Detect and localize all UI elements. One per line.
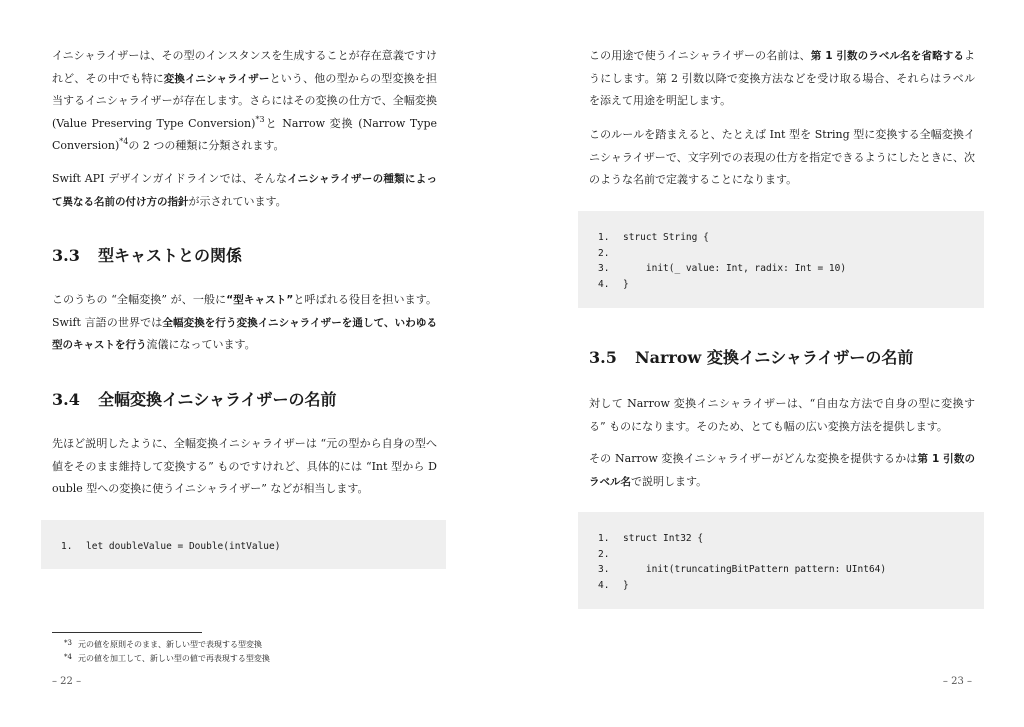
- line-number: 4.: [598, 579, 610, 591]
- paragraph-type-cast: このうちの “全幅変換” が、一般に“型キャスト”と呼ばれる役目を担います。Swift 言語の世界では全幅変換を行う変換イニシャライザーを通して、いわゆる型のキャストを行う流儀になっています。: [52, 293, 437, 351]
- footnote-text: 元の値を加工して、新しい型の値で再表現する型変換: [78, 654, 270, 663]
- paragraph-value-preserving: 先ほど説明したように、全幅変換イニシャライザーは “元の型から自身の型へ値をそのまま維持して変換する” ものですけれど、具体的には “Int 型から Double 型への変換に使うイニシャライザー” などが相当します。: [52, 437, 437, 495]
- footnote-mark: *4: [64, 653, 72, 661]
- section-number: 3.4: [52, 390, 80, 409]
- section-heading-3-5: [589, 348, 913, 368]
- right-page: [512, 0, 1024, 727]
- footnote-ref-3[interactable]: *3: [255, 114, 265, 124]
- emphasis-first-label: 第 1 引数のラベル名: [589, 453, 975, 488]
- paragraph-api-guidelines: Swift API デザインガイドラインでは、そんなイニシャライザーの種類によって異なる名前の付け方の指針が示されています。: [52, 172, 437, 208]
- code-text: init(truncatingBitPattern pattern: UInt64): [623, 564, 887, 575]
- paragraph-narrow-intro: 対して Narrow 変換イニシャライザーは、“自由な方法で自身の型に変換する” ものになります。そのため、とても幅の広い変換方法を提供します。: [589, 397, 975, 433]
- code-line: [598, 531, 703, 547]
- line-number: 1.: [598, 533, 610, 544]
- emphasis-conversion-initializer: 変換イニシャライザー: [163, 72, 270, 85]
- line-number: 1.: [61, 541, 73, 552]
- line-number: 4.: [598, 278, 610, 290]
- line-number: 2.: [598, 548, 610, 560]
- line-number: 3.: [598, 564, 610, 575]
- paragraph-initializer-intro: イニシャライザーは、その型のインスタンスを生成することが存在意義ですけれど、その中でも特に変換イニシャライザーという、他の型からの型変換を担当するイニシャライザーが存在します。さらにはその変換の仕方で、全幅変換 (Value Preserving Type Conversion)$^{*3}$と Narrow 変換 (Narrow Type Conversion)$^{*4}$の 2 つの種類に分類されます。: [52, 49, 438, 152]
- paragraph-omit-label: この用途で使うイニシャライザーの名前は、第 1 引数のラベル名を省略するようにします。第 2 引数以降で変換方法などを受け取る場合、それらはラベルを添えて用途を明記します。: [589, 49, 975, 107]
- line-number: 2.: [598, 247, 610, 259]
- paragraph-string-example: このルールを踏まえると、たとえば Int 型を String 型に変換する全幅変換イニシャライザーで、文字列での表現の仕方を指定できるようにしたときに、次のような名前で定義することになります。: [589, 128, 975, 186]
- page-number-22: – 22 –: [52, 676, 82, 687]
- code-line: [598, 562, 886, 578]
- code-text: let doubleValue = Double(intValue): [86, 541, 281, 552]
- code-text: }: [623, 278, 629, 290]
- code-line: [598, 547, 623, 563]
- code-text: struct Int32 {: [623, 533, 704, 544]
- paragraph-narrow-label: その Narrow 変換イニシャライザーがどんな変換を提供するかは第 1 引数のラベル名で説明します。: [589, 452, 975, 488]
- line-number: 1.: [598, 232, 610, 243]
- emphasis-type-cast: “型キャスト”: [226, 294, 294, 306]
- footnote-mark: *3: [64, 639, 72, 647]
- code-line: [598, 246, 623, 262]
- section-title: 型キャストとの関係: [98, 246, 243, 265]
- code-line: [61, 539, 280, 555]
- footnote-4: [64, 651, 270, 665]
- code-line: [598, 578, 629, 594]
- code-text: }: [623, 579, 629, 591]
- emphasis-omit-first-label: 第 1 引数のラベル名を省略する: [810, 50, 964, 62]
- code-text: struct String {: [623, 232, 709, 243]
- section-title: Narrow 変換イニシャライザーの名前: [635, 348, 914, 367]
- line-number: 3.: [598, 263, 610, 274]
- code-block-double: [41, 520, 446, 569]
- emphasis-cast-via-initializer: 全幅変換を行う変換イニシャライザーを通して、いわゆる型のキャストを行う: [52, 316, 437, 351]
- section-heading-3-4: [52, 390, 337, 410]
- section-number: 3.3: [52, 246, 80, 265]
- footnote-ref-4[interactable]: *4: [119, 137, 129, 146]
- page-number-23: – 23 –: [942, 676, 972, 687]
- code-block-int32: [578, 512, 984, 609]
- footnote-divider: [52, 632, 202, 633]
- section-number: 3.5: [589, 348, 617, 367]
- section-heading-3-3: [52, 246, 242, 266]
- footnote-text: 元の値を原則そのまま、新しい型で表現する型変換: [78, 640, 262, 649]
- code-line: [598, 277, 629, 293]
- emphasis-naming-guideline: イニシャライザーの種類によって異なる名前の付け方の指針: [52, 173, 437, 208]
- code-line: [598, 261, 846, 277]
- code-block-string: [578, 211, 984, 308]
- footnote-3: [64, 637, 262, 651]
- section-title: 全幅変換イニシャライザーの名前: [98, 390, 337, 409]
- code-line: [598, 230, 709, 246]
- code-text: init(_ value: Int, radix: Int = 10): [623, 263, 847, 274]
